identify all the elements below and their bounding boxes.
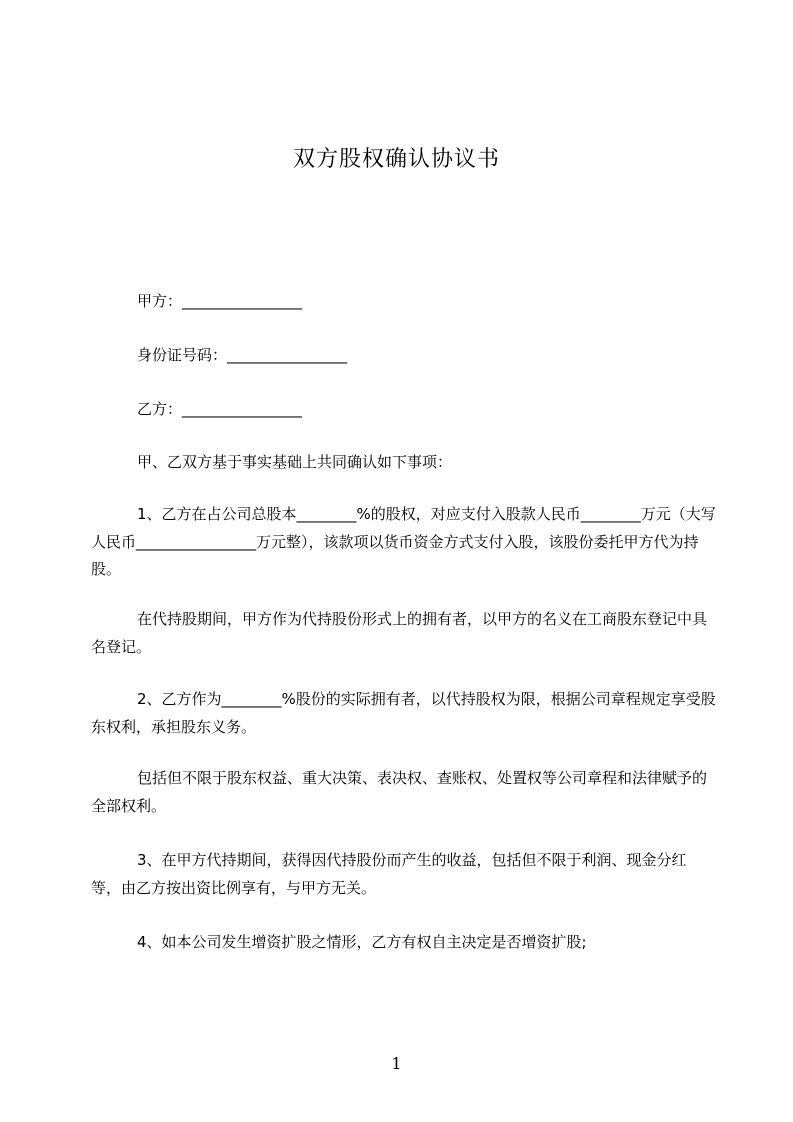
document-title: 双方股权确认协议书: [292, 147, 500, 172]
clause-1-note: 在代持股期间，甲方作为代持股份形式上的拥有者，以甲方的名义在工商股东登记中具名登记。: [91, 610, 708, 656]
page-number: 1: [391, 1054, 402, 1073]
party-a-field: 甲方：________________: [137, 292, 303, 310]
clause-1: 1、乙方在占公司总股本________%的股权，对应支付入股款人民币________万元（大写人民币________________万元整），该款项以货币资金方式支付入股，该股份委托甲方代为持股。: [91, 505, 716, 578]
intro-text: 甲、乙双方基于事实基础上共同确认如下事项：: [137, 453, 453, 471]
clause-3: 3、在甲方代持期间，获得因代持股份而产生的收益，包括但不限于利润、现金分红等，由乙方按出资比例享有，与甲方无关。: [91, 851, 687, 897]
clause-2: 2、乙方作为________%股份的实际拥有者，以代持股权为限，根据公司章程规定享受股东权利，承担股东义务。: [91, 690, 716, 736]
clause-4: 4、如本公司发生增资扩股之情形，乙方有权自主决定是否增资扩股;: [137, 933, 587, 951]
clause-2-note: 包括但不限于股东权益、重大决策、表决权、查账权、处置权等公司章程和法律赋予的全部权利。: [91, 769, 708, 815]
party-b-field: 乙方：________________: [137, 400, 303, 418]
id-number-field: 身份证号码：________________: [137, 346, 348, 364]
